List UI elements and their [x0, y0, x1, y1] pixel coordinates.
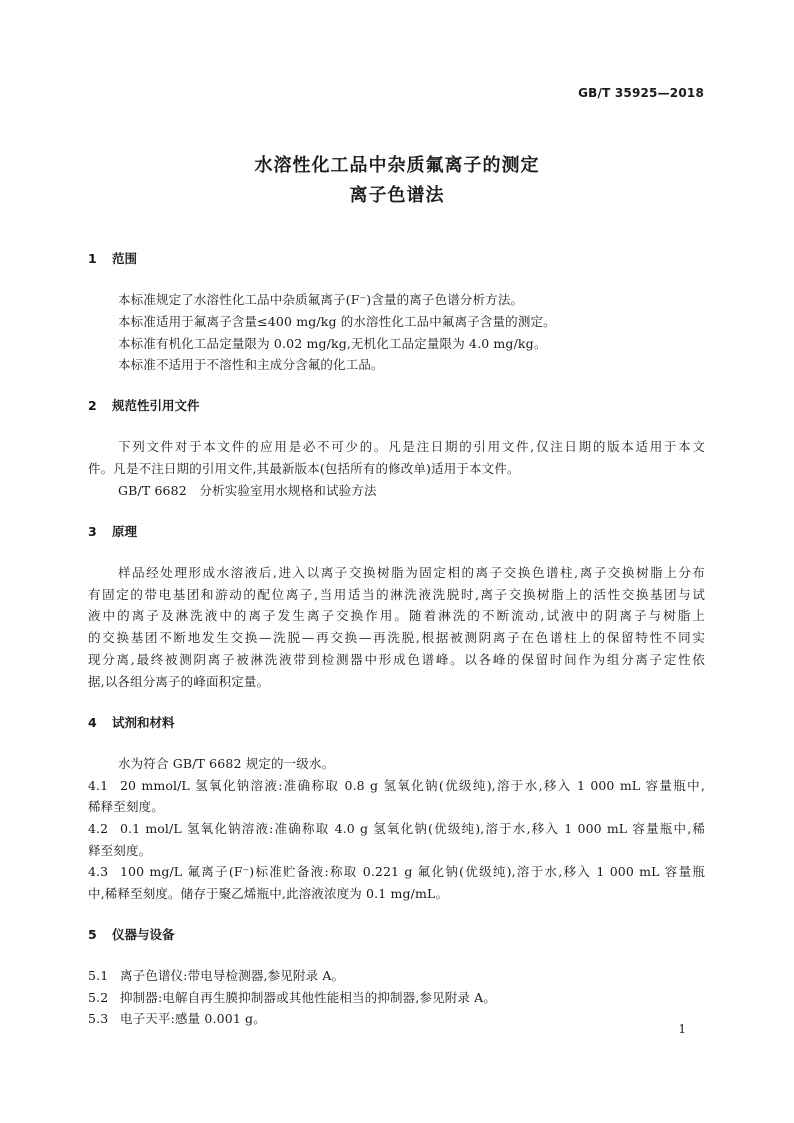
- paragraph-line: 中,稀释至刻度。储存于聚乙烯瓶中,此溶液浓度为 0.1 mg/mL。: [88, 886, 449, 901]
- paragraph-line: 本标准适用于氟离子含量≤400 mg/kg 的水溶性化工品中氟离子含量的测定。: [118, 314, 556, 329]
- section-number: 1: [88, 251, 97, 266]
- document-title: 水溶性化工品中杂质氟离子的测定: [254, 155, 540, 176]
- paragraph-line: 件。凡是不注日期的引用文件,其最新版本(包括所有的修改单)适用于本文件。: [88, 461, 520, 476]
- paragraph-line: 本标准有机化工品定量限为 0.02 mg/kg,无机化工品定量限为 4.0 mg/kg。: [118, 336, 547, 351]
- standard-code: GB/T 35925—2018: [578, 86, 704, 100]
- section-title: 仪器与设备: [112, 927, 175, 942]
- section-heading-apparatus: [88, 925, 175, 943]
- clause-4-1: [88, 776, 705, 794]
- paragraph-line: 有固定的带电基团和游动的配位离子,当用适当的淋洗液洗脱时,离子交换树脂上的活性交换基团与试: [88, 587, 705, 602]
- clause-number: 5.2: [88, 990, 109, 1005]
- paragraph-line: 据,以各组分离子的峰面积定量。: [88, 674, 270, 689]
- document-subtitle: 离子色谱法: [349, 185, 445, 206]
- section-number: 3: [88, 524, 97, 539]
- section-title: 试剂和材料: [112, 715, 175, 730]
- section-number: 5: [88, 927, 97, 942]
- clause-text: 电子天平:感量 0.001 g。: [120, 1011, 266, 1026]
- section-title: 规范性引用文件: [112, 398, 200, 413]
- section-number: 4: [88, 715, 97, 730]
- paragraph-line: 样品经处理形成水溶液后,进入以离子交换树脂为固定相的离子交换色谱柱,离子交换树脂上分布: [118, 565, 705, 580]
- section-heading-principle: [88, 522, 137, 540]
- section-title: 原理: [112, 524, 138, 539]
- clause-number: 5.1: [88, 968, 109, 983]
- section-number: 2: [88, 398, 97, 413]
- clause-4-3: [88, 862, 705, 880]
- section-title: 范围: [112, 251, 138, 266]
- section-heading-reagents: [88, 713, 175, 731]
- paragraph-line: 释至刻度。: [88, 843, 152, 858]
- paragraph-line: 本标准规定了水溶性化工品中杂质氟离子(F⁻)含量的离子色谱分析方法。: [118, 292, 524, 307]
- paragraph-line: 水为符合 GB/T 6682 规定的一级水。: [118, 756, 335, 771]
- clause-5-3: [88, 1009, 266, 1027]
- section-heading-scope: [88, 249, 137, 267]
- clause-4-2: [88, 819, 705, 837]
- clause-number: 5.3: [88, 1011, 109, 1026]
- reference-item: GB/T 6682 分析实验室用水规格和试验方法: [118, 483, 377, 498]
- clause-text: 20 mmol/L 氢氧化钠溶液:准确称取 0.8 g 氢氧化钠(优级纯),溶于水,移入 1 000 mL 容量瓶中,: [120, 778, 705, 793]
- page-number: 1: [678, 1022, 686, 1036]
- clause-number: 4.1: [88, 778, 109, 793]
- paragraph-line: 本标准不适用于不溶性和主成分含氟的化工品。: [118, 357, 384, 372]
- clause-5-2: [88, 988, 496, 1006]
- paragraph-line: 的交换基团不断地发生交换—洗脱—再交换—再洗脱,根据被测阴离子在色谱柱上的保留特性不同实: [88, 630, 705, 645]
- clause-text: 抑制器:电解自再生膜抑制器或其他性能相当的抑制器,参见附录 A。: [120, 990, 496, 1005]
- clause-5-1: [88, 966, 344, 984]
- clause-number: 4.2: [88, 821, 109, 836]
- clause-text: 0.1 mol/L 氢氧化钠溶液:准确称取 4.0 g 氢氧化钠(优级纯),溶于水,移入 1 000 mL 容量瓶中,稀: [120, 821, 705, 836]
- paragraph-line: 稀释至刻度。: [88, 799, 164, 814]
- paragraph-line: 现分离,最终被测阴离子被淋洗液带到检测器中形成色谱峰。以各峰的保留时间作为组分离子定性依: [88, 652, 705, 667]
- paragraph-line: 液中的离子及淋洗液中的离子发生离子交换作用。随着淋洗的不断流动,试液中的阴离子与树脂上: [88, 608, 705, 623]
- paragraph-line: 下列文件对于本文件的应用是必不可少的。凡是注日期的引用文件,仅注日期的版本适用于本文: [118, 439, 705, 454]
- section-heading-normative-references: [88, 396, 200, 414]
- clause-number: 4.3: [88, 864, 109, 879]
- clause-text: 100 mg/L 氟离子(F⁻)标准贮备液:称取 0.221 g 氟化钠(优级纯),溶于水,移入 1 000 mL 容量瓶: [120, 864, 705, 879]
- clause-text: 离子色谱仪:带电导检测器,参见附录 A。: [120, 968, 345, 983]
